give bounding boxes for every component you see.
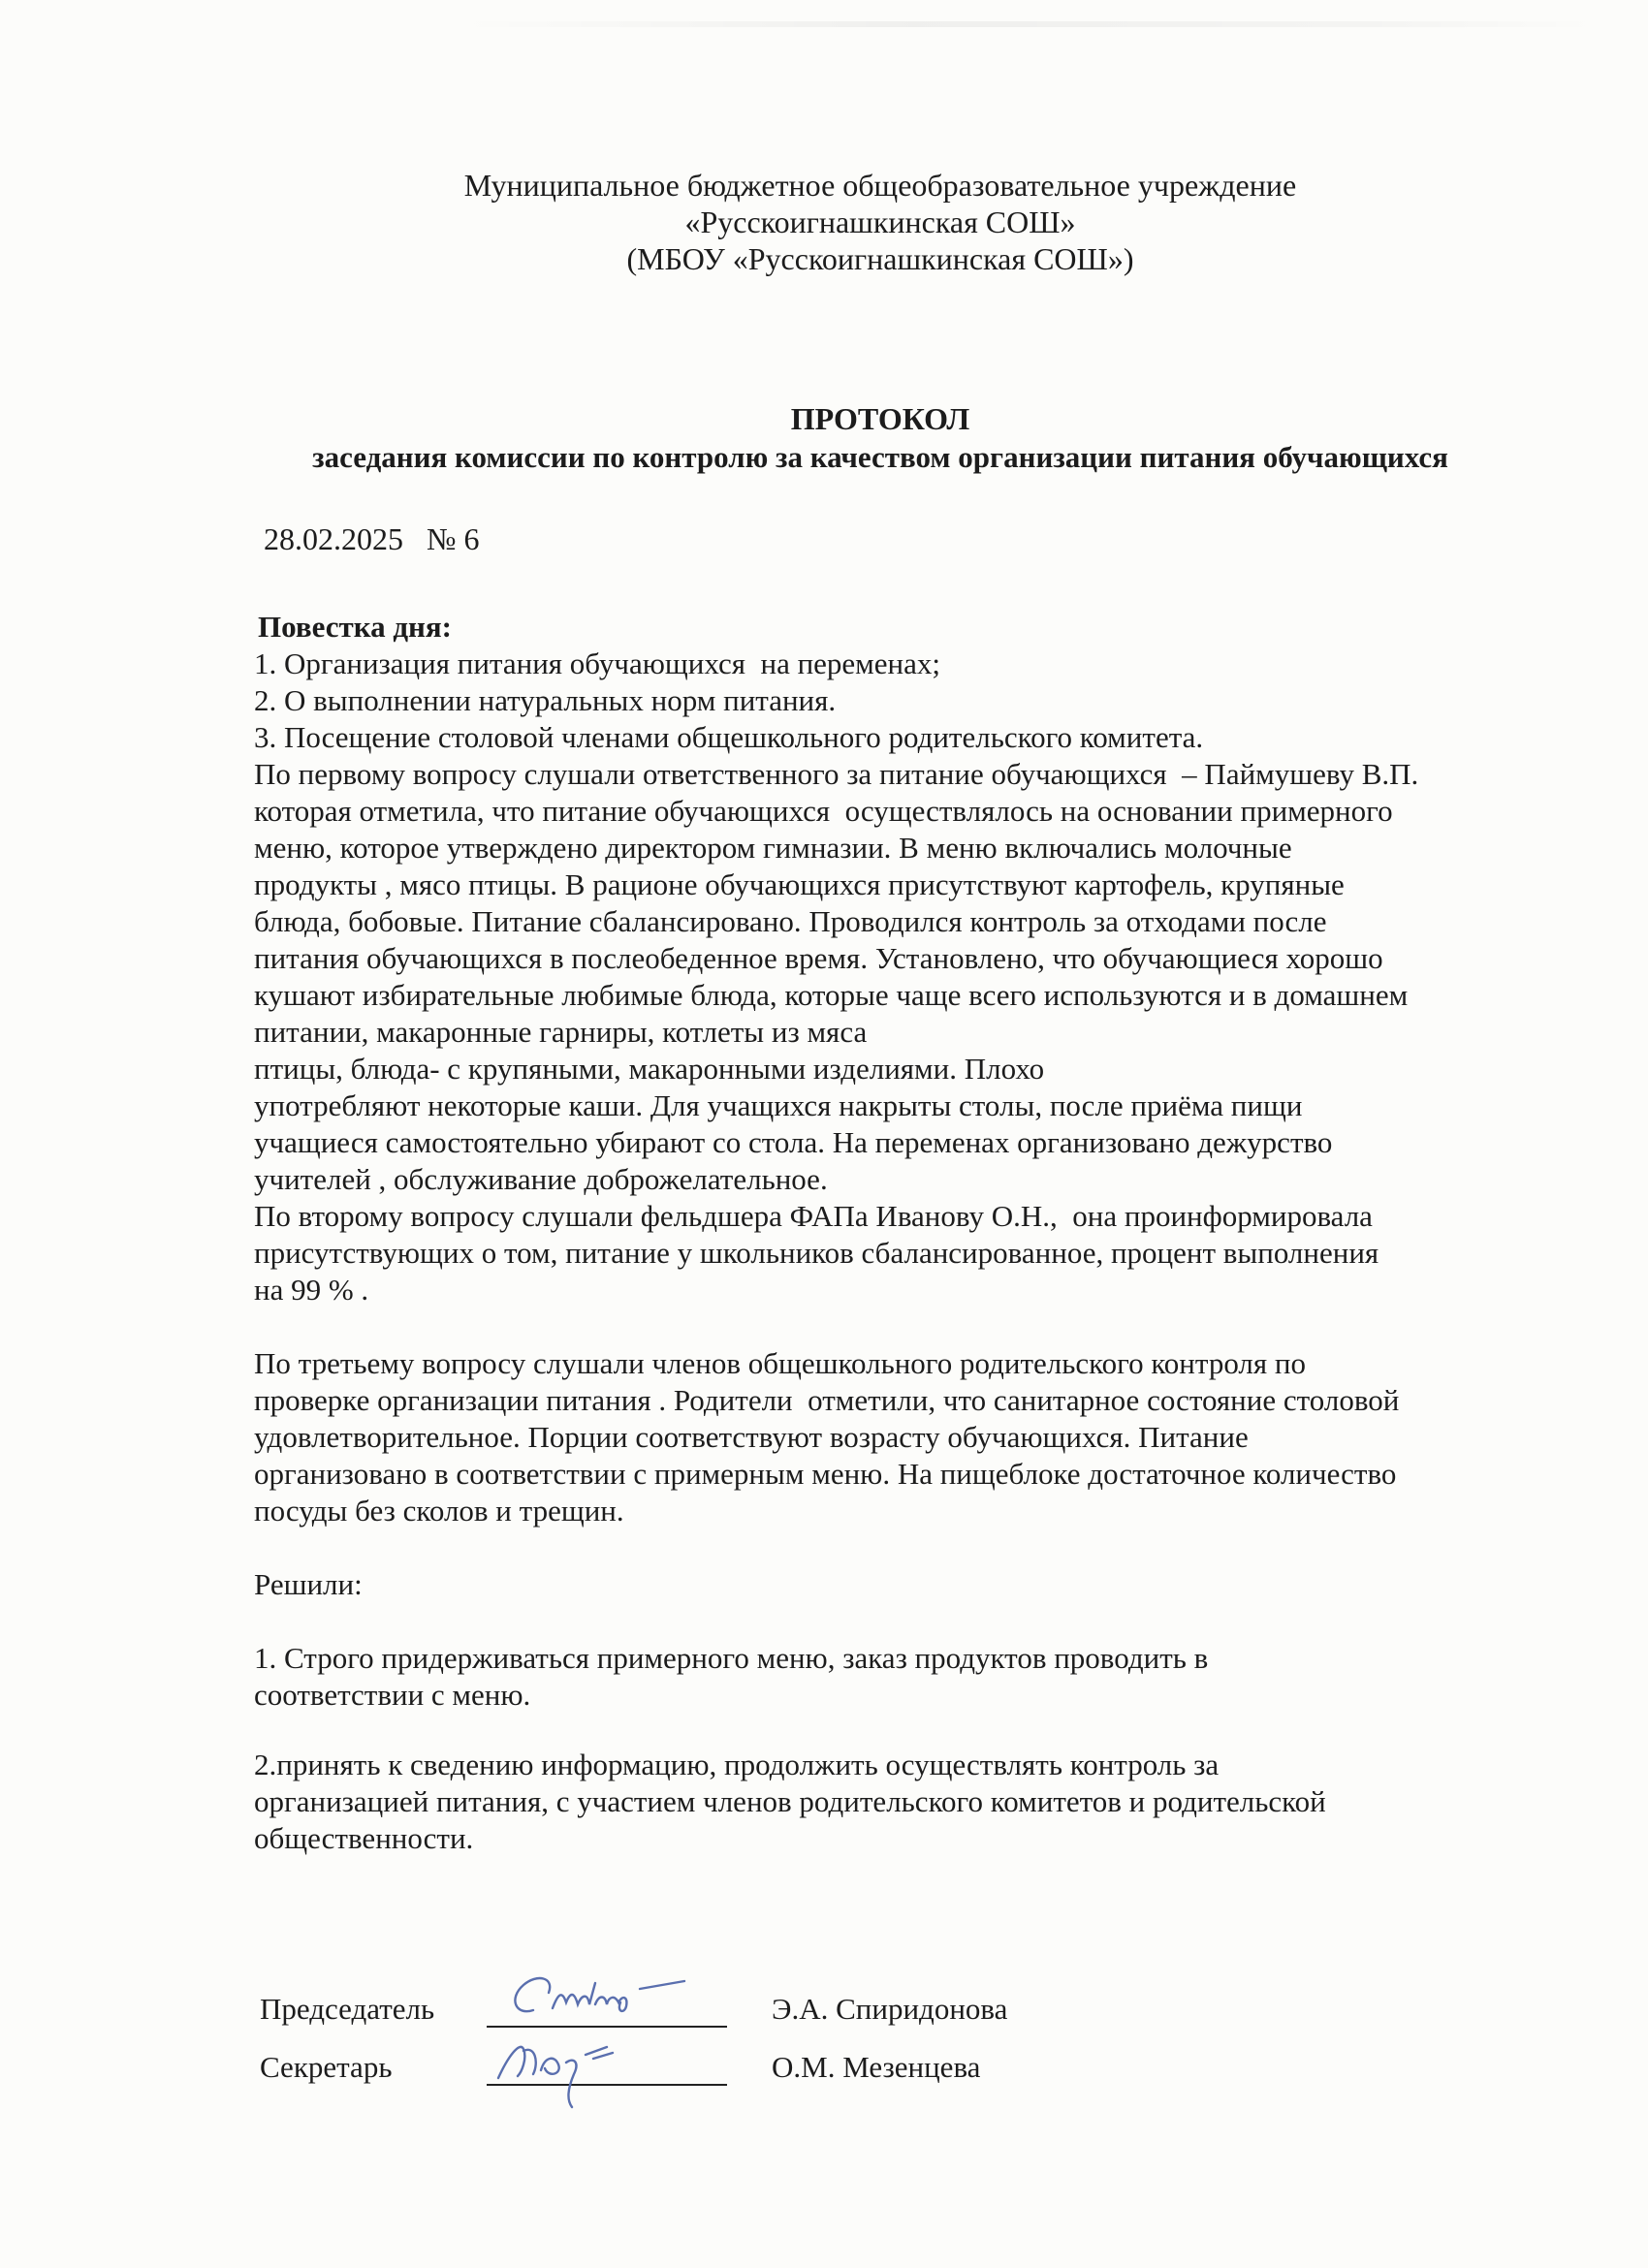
agenda-item: 3. Посещение столовой членами общешкольного родительского комитета.	[254, 720, 1204, 754]
decision1-line: 1. Строго придерживаться примерного меню, заказ продуктов проводить в	[254, 1641, 1209, 1675]
paragraph3-line: проверке организации питания . Родители отметили, что санитарное состояние столовой	[254, 1383, 1400, 1417]
paragraph1-line: питания обучающихся в послеобеденное время. Установлено, что обучающиеся хорошо	[254, 941, 1383, 975]
protocol-number: № 6	[427, 521, 480, 556]
document-subtitle: заседания комиссии по контролю за качеством организации питания обучающихся	[312, 440, 1448, 474]
paragraph1-line: употребляют некоторые каши. Для учащихся накрыты столы, после приёма пищи	[254, 1088, 1303, 1122]
agenda-heading: Повестка дня:	[258, 610, 452, 644]
paragraph3-line: удовлетворительное. Порции соответствуют возрасту обучающихся. Питание	[254, 1420, 1249, 1454]
paragraph2-line: присутствующих о том, питание у школьников сбалансированное, процент выполнения	[254, 1236, 1379, 1270]
paragraph1-line: продукты , мясо птицы. В рационе обучающихся присутствуют картофель, крупяные	[254, 867, 1345, 901]
secretary-name: О.М. Мезенцева	[772, 2050, 981, 2084]
agenda-item: 2. О выполнении натуральных норм питания.	[254, 683, 837, 717]
decision2-line: организацией питания, с участием членов родительского комитетов и родительской	[254, 1784, 1326, 1818]
paragraph1-line: меню, которое утверждено директором гимназии. В меню включались молочные	[254, 831, 1292, 865]
paragraph3-line: организовано в соответствии с примерным меню. На пищеблоке достаточное количество	[254, 1457, 1397, 1491]
decision2-line: общественности.	[254, 1821, 474, 1855]
decision2-line: 2.принять к сведению информацию, продолжить осуществлять контроль за	[254, 1748, 1220, 1781]
paragraph2-line: на 99 % .	[254, 1273, 369, 1307]
scan-edge-shadow	[456, 21, 1600, 27]
agenda-item: 1. Организация питания обучающихся на переменах;	[254, 646, 941, 680]
protocol-date: 28.02.2025	[264, 521, 403, 556]
decided-heading: Решили:	[254, 1567, 363, 1601]
chair-signature	[494, 1960, 737, 2035]
paragraph3-line: По третьему вопросу слушали членов общешкольного родительского контроля по	[254, 1346, 1306, 1380]
decision1-line: соответствии с меню.	[254, 1678, 531, 1712]
institution-header	[0, 167, 1648, 277]
paragraph1-line: птицы, блюда- с крупяными, макаронными изделиями. Плохо	[254, 1052, 1045, 1086]
document-title: ПРОТОКОЛ	[790, 401, 970, 436]
date-number-line	[264, 520, 480, 558]
paragraph1-line: которая отметила, что питание обучающихся осуществлялось на основании примерного	[254, 794, 1393, 828]
paragraph3-line: посуды без сколов и трещин.	[254, 1494, 624, 1528]
secretary-signature	[485, 2028, 659, 2115]
document-body	[254, 609, 1582, 1857]
paragraph1-line: учащиеся самостоятельно убирают со стола. На переменах организовано дежурство	[254, 1125, 1333, 1159]
chair-role: Председатель	[260, 1992, 435, 2026]
chair-name: Э.А. Спиридонова	[772, 1992, 1008, 2026]
paragraph1-line: По первому вопросу слушали ответственного за питание обучающихся – Паймушеву В.П.	[254, 757, 1419, 791]
paragraph1-line: блюда, бобовые. Питание сбалансировано. Проводился контроль за отходами после	[254, 904, 1327, 938]
paragraph2-line: По второму вопросу слушали фельдшера ФАПа Иванову О.Н., она проинформировала	[254, 1199, 1373, 1233]
paragraph1-line: кушают избирательные любимые блюда, которые чаще всего используются и в домашнем	[254, 978, 1409, 1012]
paragraph1-line: питании, макаронные гарниры, котлеты из мяса	[254, 1015, 868, 1049]
header-line-2: «Русскоигнашкинская СОШ»	[684, 205, 1076, 239]
secretary-role: Секретарь	[260, 2050, 393, 2084]
paragraph1-line: учителей , обслуживание доброжелательное.	[254, 1162, 828, 1196]
header-line-1: Муниципальное бюджетное общеобразовательное учреждение	[463, 168, 1297, 203]
header-line-3: (МБОУ «Русскоигнашкинская СОШ»)	[626, 241, 1134, 276]
